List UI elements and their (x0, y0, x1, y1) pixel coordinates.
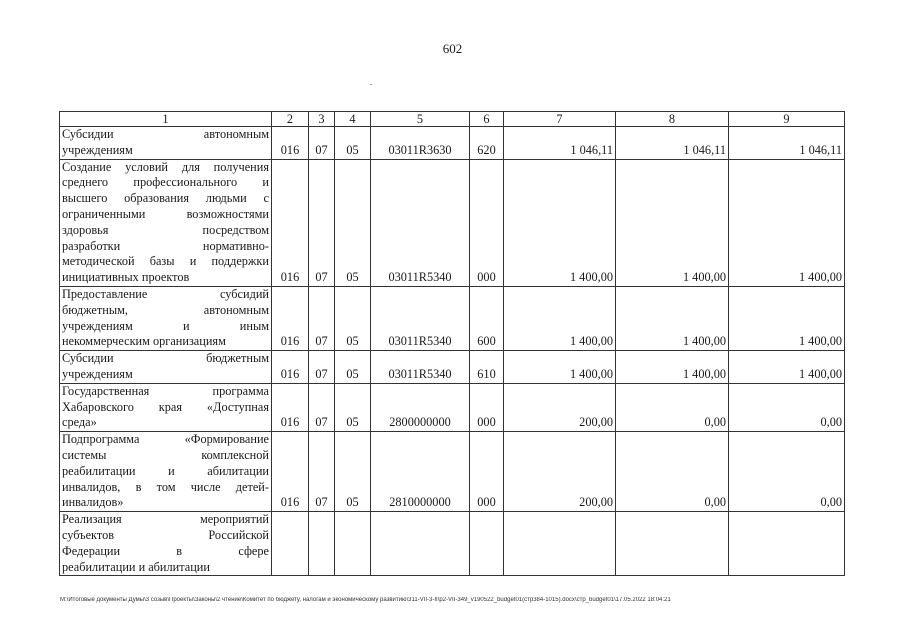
cell-c7 (504, 512, 616, 576)
table-row (60, 432, 845, 512)
row-name-line: Государственная программа (62, 383, 269, 398)
col-header-3: 3 (309, 112, 335, 127)
cell-c5: 03011R5340 (371, 351, 470, 384)
row-name-line: Создание условий для получения (62, 159, 269, 174)
cell-c5: 03011R5340 (371, 286, 470, 350)
table-row (60, 159, 845, 286)
cell-c3: 07 (309, 351, 335, 384)
cell-c9 (729, 512, 845, 576)
cell-c8 (616, 512, 729, 576)
cell-c5: 03011R5340 (371, 159, 470, 286)
col-header-9: 9 (729, 112, 845, 127)
row-name-line: бюджетным, автономным (62, 302, 269, 317)
cell-c6: 000 (470, 432, 504, 512)
cell-c5 (371, 512, 470, 576)
row-name-line: Субсидии автономным (62, 127, 269, 141)
row-name-line: среднего профессионального и (62, 175, 269, 190)
cell-c4: 05 (335, 159, 371, 286)
row-name-line: инвалидов, в том числе детей- (62, 479, 269, 494)
cell-c3: 07 (309, 383, 335, 431)
col-header-4: 4 (335, 112, 371, 127)
cell-c2: 016 (272, 127, 309, 160)
row-name (60, 383, 272, 431)
col-header-8: 8 (616, 112, 729, 127)
cell-c2 (272, 512, 309, 576)
cell-c8: 0,00 (616, 432, 729, 512)
row-name-line: Хабаровского края «Доступная (62, 399, 269, 414)
cell-c7: 1 400,00 (504, 286, 616, 350)
cell-c8: 1 400,00 (616, 286, 729, 350)
cell-c4 (335, 512, 371, 576)
row-name-line: высшего образования людьми с (62, 191, 269, 206)
cell-c6: 610 (470, 351, 504, 384)
cell-c5: 2810000000 (371, 432, 470, 512)
cell-c8: 0,00 (616, 383, 729, 431)
cell-c2: 016 (272, 383, 309, 431)
cell-c3 (309, 512, 335, 576)
table-row (60, 351, 845, 384)
row-name-line: системы комплексной (62, 447, 269, 462)
budget-table (59, 111, 845, 576)
cell-c7: 1 400,00 (504, 351, 616, 384)
cell-c6: 000 (470, 383, 504, 431)
cell-c3: 07 (309, 432, 335, 512)
row-name-line: учреждениям (62, 142, 133, 157)
row-name-line: разработки нормативно- (62, 238, 269, 253)
cell-c4: 05 (335, 286, 371, 350)
cell-c7: 1 400,00 (504, 159, 616, 286)
cell-c3: 07 (309, 159, 335, 286)
cell-c2: 016 (272, 432, 309, 512)
row-name-line: реабилитации и абилитации (62, 463, 269, 478)
row-name-line: Реализация мероприятий (62, 512, 269, 527)
cell-c4: 05 (335, 383, 371, 431)
cell-c9: 1 046,11 (729, 127, 845, 160)
row-name-line: учреждениям и иным (62, 318, 269, 333)
cell-c8: 1 400,00 (616, 159, 729, 286)
row-name-line: Федерации в сфере (62, 543, 269, 558)
cell-c7: 1 046,11 (504, 127, 616, 160)
page-number: 602 (442, 41, 463, 56)
row-name (60, 432, 272, 512)
row-name (60, 286, 272, 350)
cell-c4: 05 (335, 127, 371, 160)
cell-c9: 0,00 (729, 383, 845, 431)
cell-c4: 05 (335, 351, 371, 384)
row-name (60, 351, 272, 384)
row-name-line: инвалидов» (62, 495, 124, 510)
row-name (60, 159, 272, 286)
cell-c6: 600 (470, 286, 504, 350)
row-name-line: методической базы и поддержки (62, 254, 269, 269)
cell-c9: 1 400,00 (729, 286, 845, 350)
cell-c7: 200,00 (504, 432, 616, 512)
row-name-line: ограниченными возможностями (62, 206, 269, 221)
cell-c2: 016 (272, 351, 309, 384)
cell-c6: 000 (470, 159, 504, 286)
col-header-2: 2 (272, 112, 309, 127)
file-path-footer: M:\Итоговые документы Думы\3 созыв\Проекты\Законы\2 чтение\Комитет по бюджету, налогам и экономическому развитию\311-VII-3-II\р2-VII-349_v190522_budget01(стр384-1015).docx\стр_budget01\17.05.2022 18:04:21 (60, 597, 671, 603)
row-name-line: субъектов Российской (62, 527, 269, 542)
table-row (60, 127, 845, 160)
cell-c3: 07 (309, 127, 335, 160)
row-name-line: инициативных проектов (62, 270, 190, 285)
header-row (60, 112, 845, 127)
col-header-1: 1 (60, 112, 272, 127)
row-name (60, 512, 272, 576)
row-name-line: Подпрограмма «Формирование (62, 432, 269, 447)
table-row (60, 383, 845, 431)
cell-c6 (470, 512, 504, 576)
row-name-line: Субсидии бюджетным (62, 351, 269, 366)
row-name-line: реабилитации и абилитации (62, 559, 210, 574)
cell-c3: 07 (309, 286, 335, 350)
col-header-7: 7 (504, 112, 616, 127)
row-name-line: Предоставление субсидий (62, 286, 269, 301)
cell-c5: 03011R3630 (371, 127, 470, 160)
cell-c2: 016 (272, 159, 309, 286)
cell-c4: 05 (335, 432, 371, 512)
cell-c9: 0,00 (729, 432, 845, 512)
scan-dot (370, 84, 372, 85)
cell-c5: 2800000000 (371, 383, 470, 431)
cell-c8: 1 046,11 (616, 127, 729, 160)
table-row (60, 512, 845, 576)
row-name-line: учреждениям (62, 366, 133, 381)
row-name-line: здоровья посредством (62, 222, 269, 237)
col-header-6: 6 (470, 112, 504, 127)
cell-c9: 1 400,00 (729, 351, 845, 384)
cell-c8: 1 400,00 (616, 351, 729, 384)
row-name-line: некоммерческим организациям (62, 334, 226, 349)
row-name (60, 127, 272, 160)
cell-c6: 620 (470, 127, 504, 160)
cell-c9: 1 400,00 (729, 159, 845, 286)
row-name-line: среда» (62, 415, 97, 430)
col-header-5: 5 (371, 112, 470, 127)
cell-c7: 200,00 (504, 383, 616, 431)
cell-c2: 016 (272, 286, 309, 350)
table-row (60, 286, 845, 350)
